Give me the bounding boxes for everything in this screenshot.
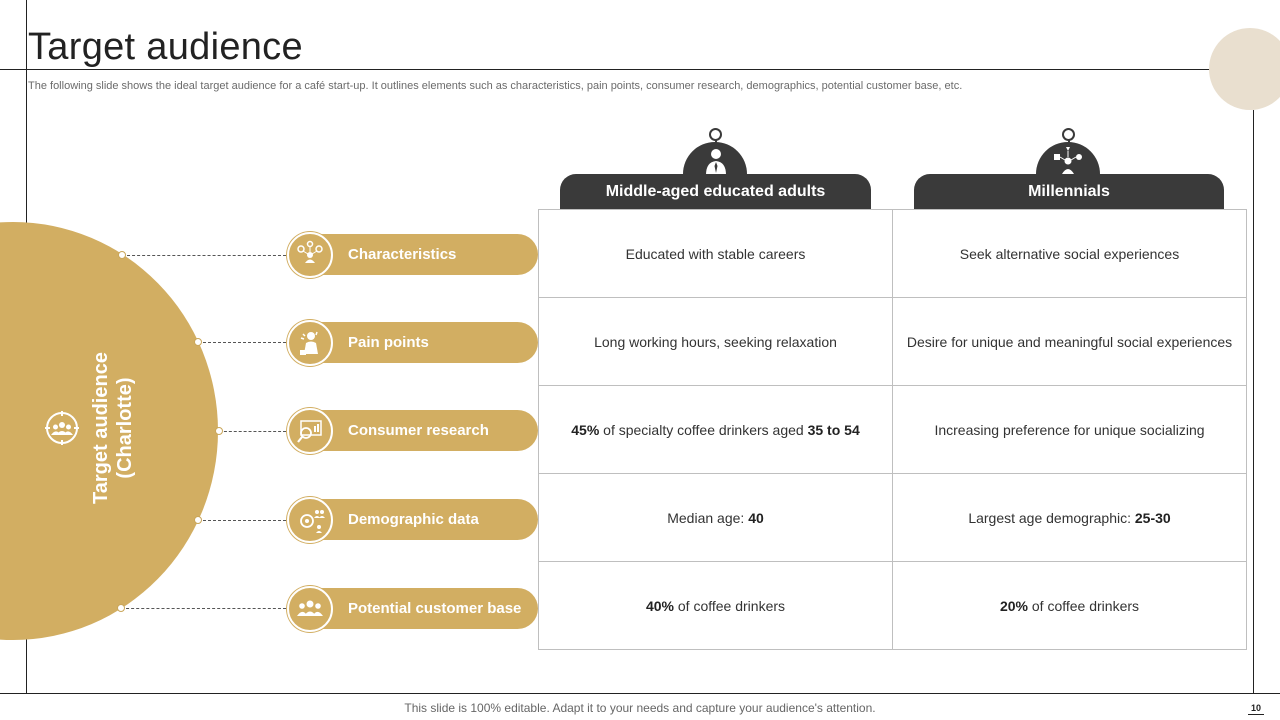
page-subtitle: The following slide shows the ideal target audience for a café start-up. It outlines elements such as characteristics, pain points, consumer research, demographics, potential customer base, etc.	[28, 80, 963, 92]
table-cell: Long working hours, seeking relaxation	[539, 298, 893, 386]
table-cell: Seek alternative social experiences	[893, 210, 1247, 298]
page-number: 10	[1248, 703, 1264, 715]
table-row	[539, 298, 1247, 386]
network-person-icon	[287, 232, 333, 278]
table-row	[539, 210, 1247, 298]
stressed-person-icon	[287, 320, 333, 366]
connector-dot	[194, 338, 202, 346]
connector-line	[121, 608, 286, 609]
connector-dot	[118, 251, 126, 259]
hub-label	[89, 352, 137, 504]
social-network-icon	[1051, 145, 1085, 175]
table-row	[539, 474, 1247, 562]
audience-table	[538, 209, 1247, 650]
research-magnifier-icon	[287, 408, 333, 454]
connector-line	[219, 431, 286, 432]
table-cell: 20% of coffee drinkers	[893, 562, 1247, 650]
target-group-icon	[44, 410, 80, 446]
decorative-circle	[1209, 28, 1280, 110]
frame-right-line	[1253, 110, 1254, 693]
category-label: Potential customer base	[348, 600, 522, 617]
connector-line	[122, 255, 286, 256]
column-header-millennials: Millennials	[914, 174, 1224, 210]
connector-line	[198, 342, 286, 343]
footer-note: This slide is 100% editable. Adapt it to your needs and capture your audience's attention.	[404, 701, 876, 715]
business-person-icon	[704, 148, 728, 176]
customer-group-icon	[287, 586, 333, 632]
connector-dot	[117, 604, 125, 612]
title-rule	[0, 69, 1253, 70]
table-cell: Educated with stable careers	[539, 210, 893, 298]
table-cell: 40% of coffee drinkers	[539, 562, 893, 650]
table-cell: Median age: 40	[539, 474, 893, 562]
category-label: Pain points	[348, 334, 429, 351]
hub-label-line1: Target audience	[90, 352, 112, 504]
category-label: Characteristics	[348, 246, 457, 263]
category-label: Demographic data	[348, 511, 479, 528]
footer-rule	[0, 693, 1280, 694]
table-row	[539, 562, 1247, 650]
hub-label-line2: (Charlotte)	[114, 377, 136, 479]
page-title: Target audience	[28, 26, 303, 68]
connector-dot	[194, 516, 202, 524]
table-cell: Largest age demographic: 25-30	[893, 474, 1247, 562]
table-row	[539, 386, 1247, 474]
table-cell: 45% of specialty coffee drinkers aged 35 to 54	[539, 386, 893, 474]
connector-line	[198, 520, 286, 521]
table-cell: Desire for unique and meaningful social experiences	[893, 298, 1247, 386]
connector-dot	[215, 427, 223, 435]
table-cell: Increasing preference for unique socializing	[893, 386, 1247, 474]
demographic-icon	[287, 497, 333, 543]
category-label: Consumer research	[348, 422, 489, 439]
column-header-middle-aged: Middle-aged educated adults	[560, 174, 871, 210]
